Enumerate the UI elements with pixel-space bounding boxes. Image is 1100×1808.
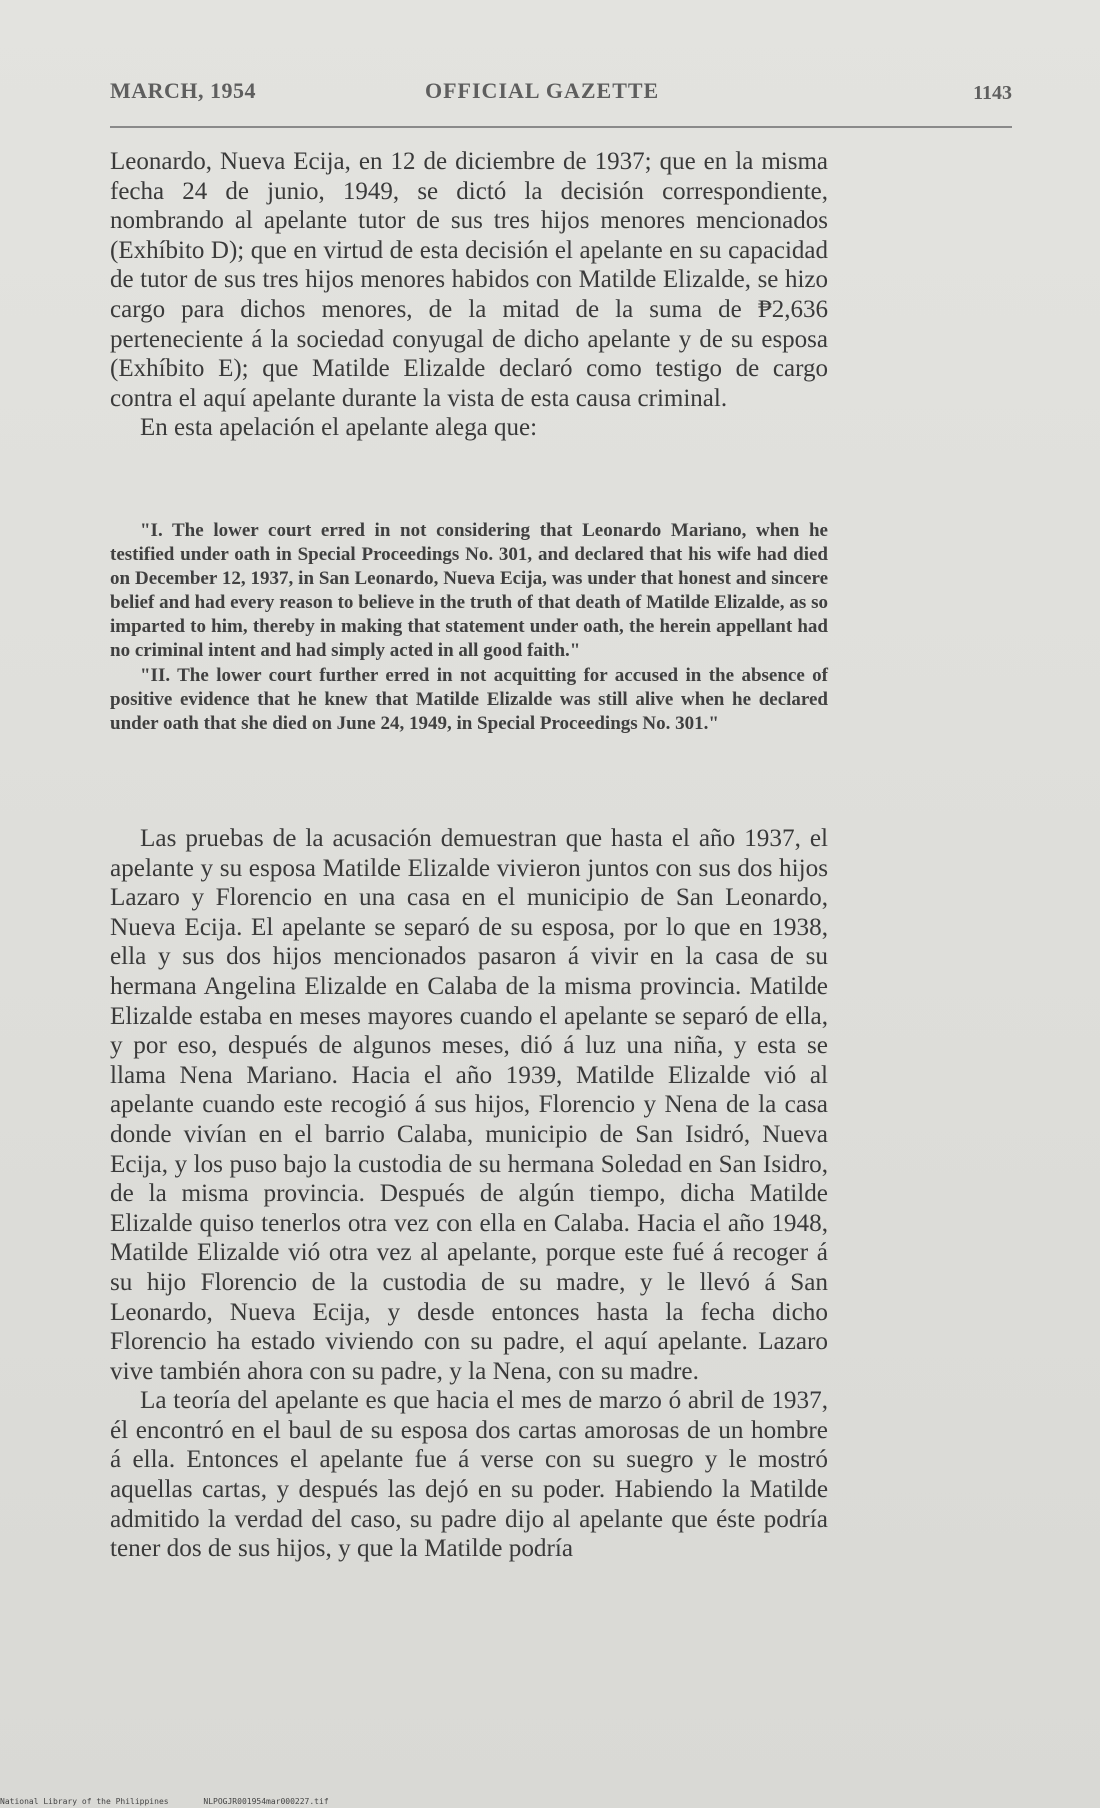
running-head: [110, 78, 1012, 108]
paragraph-continued: Leonardo, Nueva Ecija, en 12 de diciembre de 1937; que en la misma fecha 24 de junio, 1949, se dictó la decisión correspondiente, nombrando al apelante tutor de sus tres hijos menores mencionados (Exhíbito D); que en virtud de esta decisión el apelante en su capacidad de tutor de sus tres hijos menores habidos con Matilde Elizalde, se hizo cargo para dichos menores, de la mitad de la suma de ₱2,636 perteneciente á la sociedad conyugal de dicho apelante y de su esposa (Exhíbito E); que Matilde Elizalde declaró como testigo de cargo contra el aquí apelante durante la vista de esta causa criminal.: [110, 148, 828, 412]
publication-title: OFFICIAL GAZETTE: [425, 78, 660, 103]
quoted-error-2: "II. The lower court further erred in not acquitting for accused in the absence of positive evidence that he knew that Matilde Elizalde was still alive when he declared under oath that she died on June 24, 1949, in Special Proceedings No. 301.": [110, 664, 828, 734]
scan-footer: [0, 1797, 359, 1806]
page-number: 1143: [973, 82, 1012, 104]
body-text-main: [110, 824, 828, 1564]
paragraph-intro-quotes: En esta apelación el apelante alega que:: [140, 414, 538, 442]
paragraph-evidence: Las pruebas de la acusación demuestran que hasta el año 1937, el apelante y su esposa Matilde Elizalde vivieron juntos con sus dos hijos Lazaro y Florencio en una casa en el municipio de San Leonardo, Nueva Ecija. El apelante se separó de su esposa, por lo que en 1938, ella y sus dos hijos mencionados pasaron á vivir en la casa de su hermana Angelina Elizalde en Calaba de la misma provincia. Matilde Elizalde estaba en meses mayores cuando el apelante se separó de ella, y por eso, después de algunos meses, dió á luz una niña, y esta se llama Nena Mariano. Hacia el año 1939, Matilde Elizalde vió al apelante cuando este recogió á sus hijos, Florencio y Nena de la casa donde vivían en el barrio Calaba, municipio de San Isidró, Nueva Ecija, y los puso bajo la custodia de su hermana Soledad en San Isidro, de la misma provincia. Después de algún tiempo, dicha Matilde Elizalde quiso tenerlos otra vez con ella en Calaba. Hacia el año 1948, Matilde Elizalde vió otra vez al apelante, porque este fué á recoger á su hijo Florencio de la custodia de su madre, y le llevó á San Leonardo, Nueva Ecija, y desde entonces hasta la fecha dicho Florencio ha estado viviendo con su padre, el aquí apelante. Lazaro vive también ahora con su padre, y la Nena, con su madre.: [110, 825, 828, 1385]
library-name: National Library of the Philippines: [0, 1797, 169, 1806]
paragraph-theory: La teoría del apelante es que hacia el mes de marzo ó abril de 1937, él encontró en el baul de su esposa dos cartas amorosas de un hombre á ella. Entonces el apelante fue á verse con su suegro y le mostró aquellas cartas, y después las dejó en su poder. Habiendo la Matilde admitido la verdad del caso, su padre dijo al apelante que éste podría tener dos de sus hijos, y que la Matilde podría: [110, 1387, 828, 1563]
issue-date: MARCH, 1954: [110, 78, 257, 103]
quoted-error-1: "I. The lower court erred in not considering that Leonardo Mariano, when he testified under oath in Special Proceedings No. 301, and declared that his wife had died on December 12, 1937, in San Leonardo, Nueva Ecija, was under that honest and sincere belief and had every reason to believe in the truth of that death of Matilde Elizalde, as so imparted to him, thereby in making that statement under oath, the herein appellant had no criminal intent and had simply acted in all good faith.": [110, 520, 828, 662]
quoted-assignments: [110, 519, 828, 736]
header-rule: [110, 126, 1012, 128]
file-id: NLPOGJR001954mar000227.tif: [203, 1797, 329, 1806]
body-text-top: [110, 147, 828, 443]
